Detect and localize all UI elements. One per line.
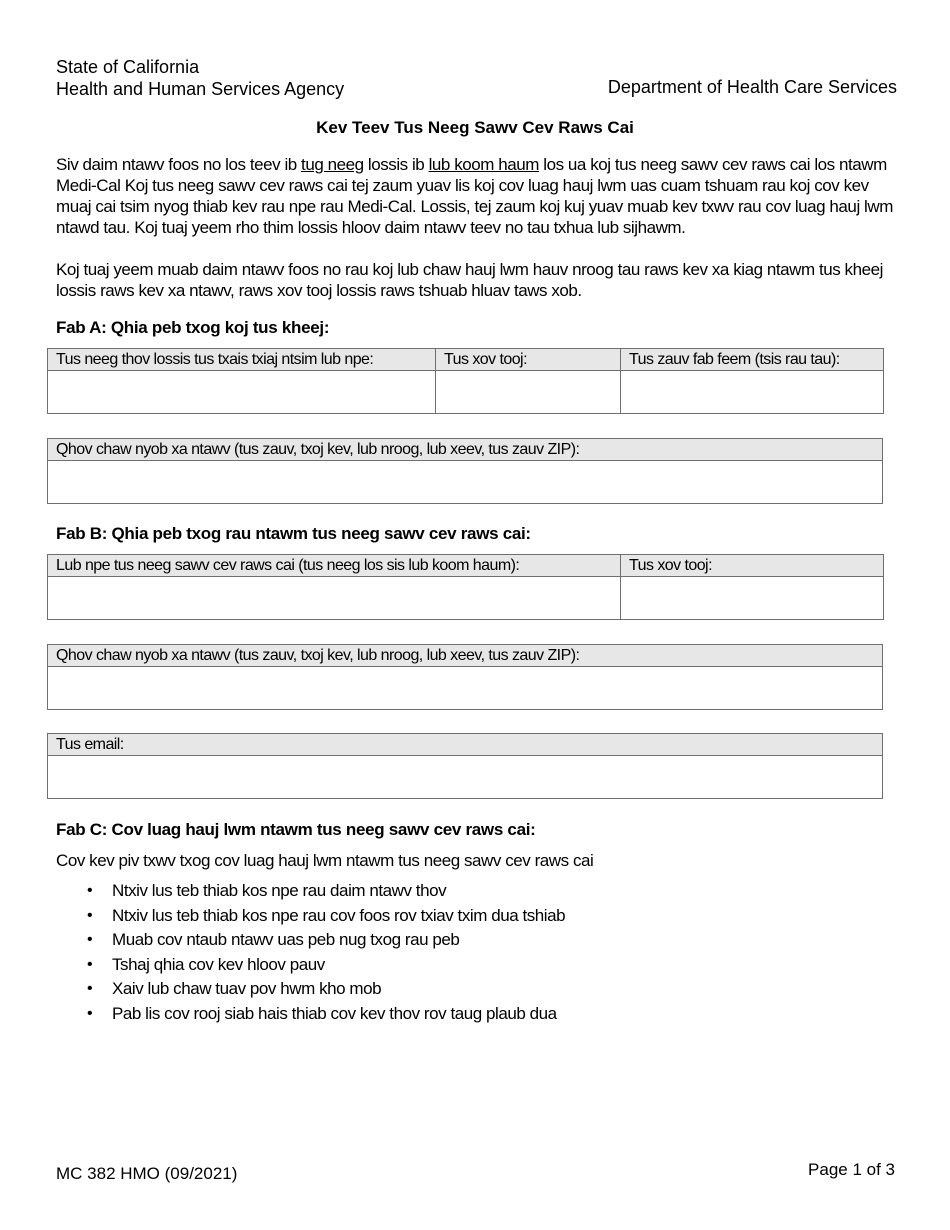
section-b-email-table (47, 733, 883, 799)
section-a-address-table (47, 438, 883, 504)
form-id: MC 382 HMO (09/2021) (56, 1164, 238, 1183)
applicant-phone-field[interactable] (436, 371, 621, 414)
intro-paragraph-1 (56, 154, 901, 238)
section-a-info-table (47, 348, 884, 414)
applicant-phone-label: Tus xov tooj: (436, 349, 621, 371)
bullet-icon: • (87, 906, 93, 924)
applicant-address-label: Qhov chaw nyob xa ntawv (tus zauv, txoj kev, lub nroog, lub xeev, tus zauv ZIP): (48, 439, 883, 461)
page-number: Page 1 of 3 (808, 1160, 895, 1179)
page-title: Kev Teev Tus Neeg Sawv Cev Raws Cai (316, 118, 634, 137)
representative-name-field[interactable] (48, 577, 621, 620)
list-item (56, 977, 565, 1002)
person-link[interactable]: tug neeg (301, 155, 364, 174)
representative-address-label: Qhov chaw nyob xa ntawv (tus zauv, txoj kev, lub nroog, lub xeev, tus zauv ZIP): (48, 645, 883, 667)
bullet-icon: • (87, 980, 93, 997)
applicant-name-field[interactable] (48, 371, 436, 414)
section-b-heading: Fab B: Qhia peb txog rau ntawm tus neeg sawv cev raws cai: (56, 524, 531, 543)
list-item (56, 1002, 565, 1027)
bullet-icon: • (87, 882, 93, 899)
list-item-text: Ntxiv lus teb thiab kos npe rau daim ntawv thov (112, 881, 447, 900)
state-name: State of California (56, 57, 200, 77)
department-name: Department of Health Care Services (607, 77, 897, 97)
representative-name-label: Lub npe tus neeg sawv cev raws cai (tus neeg los sis lub koom haum): (48, 555, 621, 577)
list-item (56, 928, 565, 953)
representative-email-field[interactable] (48, 756, 883, 799)
list-item-text: Tshaj qhia cov kev hloov pauv (112, 954, 325, 974)
intro-text-b: lossis ib (363, 155, 429, 174)
applicant-address-field[interactable] (48, 461, 883, 504)
organization-link[interactable]: lub koom haum (428, 155, 539, 174)
representative-address-field[interactable] (48, 667, 883, 710)
section-a-heading: Fab A: Qhia peb txog koj tus kheej: (56, 318, 330, 337)
representative-email-label: Tus email: (48, 734, 883, 756)
list-item-text: Xaiv lub chaw tuav pov hwm kho mob (112, 979, 382, 998)
representative-phone-field[interactable] (621, 577, 884, 620)
intro-text-a: Siv daim ntawv foos no los teev ib (56, 155, 302, 174)
list-item-text: Ntxiv lus teb thiab kos npe rau cov foos rov txiav txim dua tshiab (112, 905, 566, 925)
list-item (56, 904, 565, 929)
responsibilities-list (56, 879, 565, 1026)
bullet-icon: • (87, 955, 93, 973)
section-b-info-table (47, 554, 884, 620)
representative-phone-label: Tus xov tooj: (621, 555, 884, 577)
header-left (56, 56, 344, 100)
list-item (56, 879, 565, 904)
section-b-address-table (47, 644, 883, 710)
bullet-icon: • (87, 931, 93, 948)
case-number-field[interactable] (621, 371, 884, 414)
section-c-intro: Cov kev piv txwv txog cov luag hauj lwm ntawm tus neeg sawv cev raws cai (56, 851, 594, 870)
list-item-text: Pab lis cov rooj siab hais thiab cov kev thov rov taug plaub dua (112, 1003, 557, 1023)
case-number-label: Tus zauv fab feem (tsis rau tau): (621, 349, 884, 371)
applicant-name-label: Tus neeg thov lossis tus txais txiaj ntsim lub npe: (48, 349, 436, 371)
intro-text-c: los ua koj tus neeg sawv cev raws cai los ntawm Medi-Cal Koj tus neeg sawv cev raws cai tej zaum yuav lis koj cov luag hauj lwm uas cuam tshuam rau koj cov kev muaj cai tsim nyog thiab kev rau npe rau Medi-Cal. Lossis, tej zaum koj kuj yuav muab kev txwv rau cov luag hauj lwm ntawd tau. Koj tuaj yeem rho thim lossis hloov daim ntawv teev no tau txhua lub sijhawm. (56, 155, 893, 237)
bullet-icon: • (87, 1004, 93, 1022)
section-c-heading: Fab C: Cov luag hauj lwm ntawm tus neeg sawv cev raws cai: (56, 820, 536, 839)
intro-paragraph-2: Koj tuaj yeem muab daim ntawv foos no rau koj lub chaw hauj lwm hauv nroog tau raws kev xa kiag ntawm tus kheej lossis raws kev xa ntawv, raws xov tooj lossis raws tshuab hluav taws xob. (56, 260, 883, 300)
list-item-text: Muab cov ntaub ntawv uas peb nug txog rau peb (112, 930, 460, 949)
agency-name: Health and Human Services Agency (56, 79, 345, 99)
list-item (56, 953, 565, 978)
